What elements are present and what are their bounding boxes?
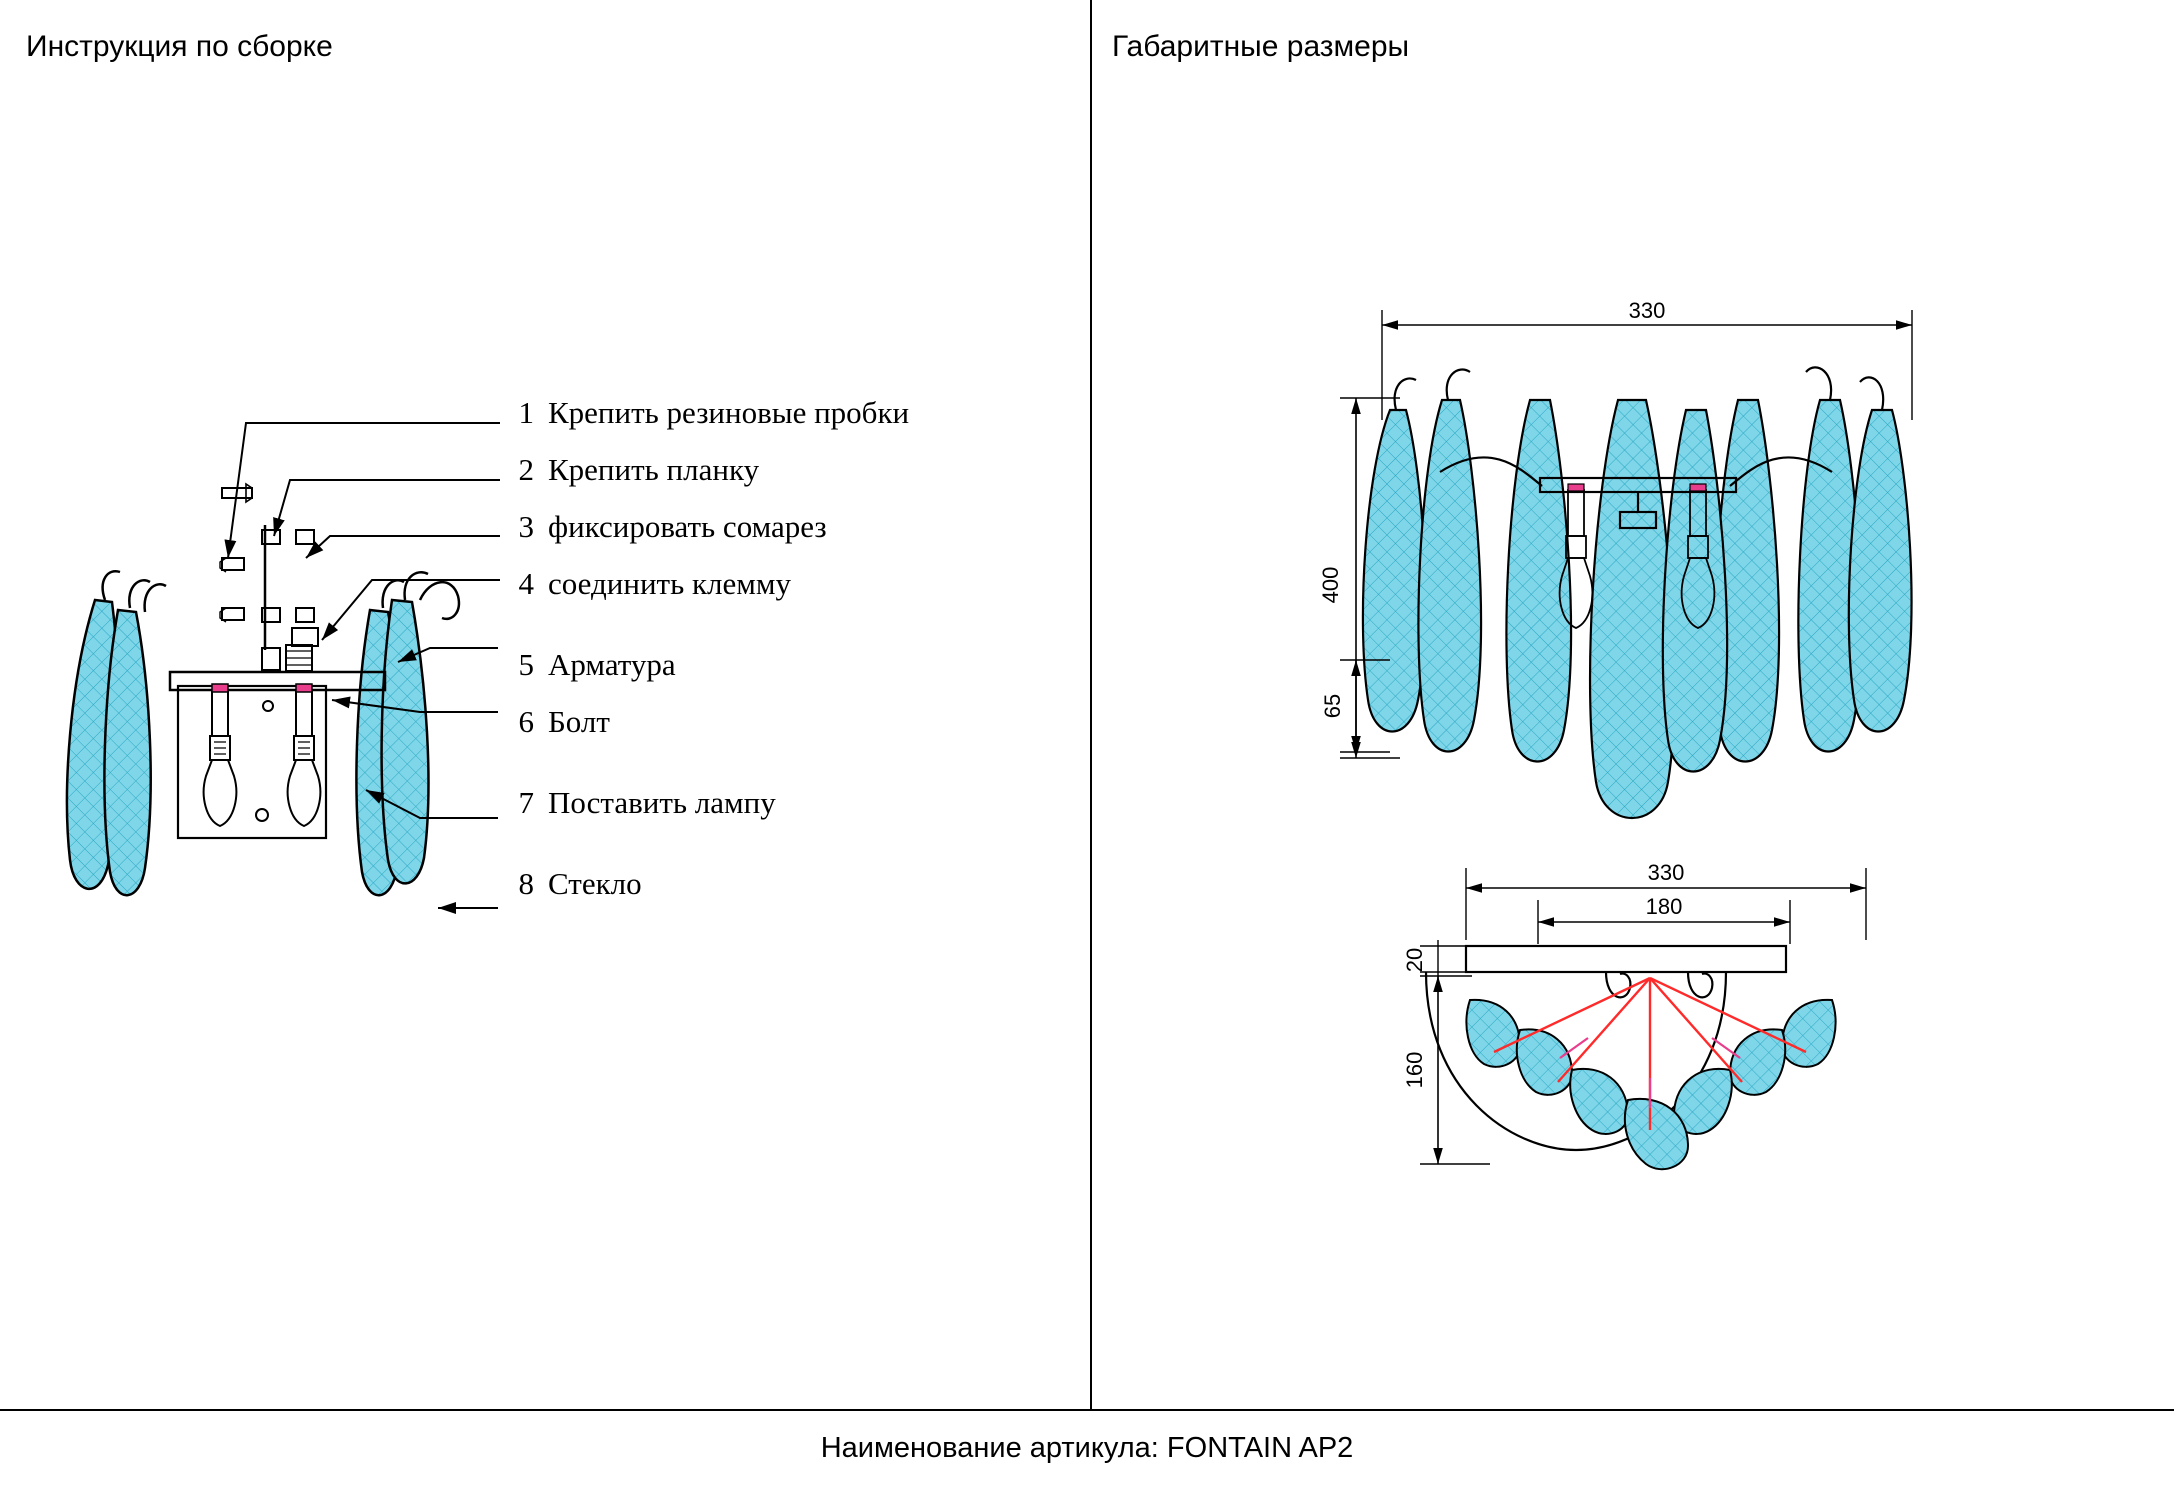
legend-item xyxy=(500,785,1020,842)
legend-number: 5 xyxy=(518,647,534,682)
front-view xyxy=(1318,298,1912,818)
dim-top-width: 330 xyxy=(1647,860,1685,885)
dim-front-height: 400 xyxy=(1318,566,1343,604)
legend-label: фиксировать сомарез xyxy=(548,509,827,544)
legend-label: Арматура xyxy=(548,647,676,682)
legend-label: Болт xyxy=(548,704,610,739)
lamp-left xyxy=(204,684,237,826)
assembly-legend xyxy=(500,395,1020,923)
legend-number: 7 xyxy=(518,785,534,820)
legend-item xyxy=(500,395,1020,452)
left-panel-title: Инструкция по сборке xyxy=(26,30,333,63)
legend-number: 4 xyxy=(518,566,534,601)
legend-label: Стекло xyxy=(548,866,642,901)
dim-front-width: 330 xyxy=(1628,298,1666,323)
footer-divider-horizontal xyxy=(0,1409,2174,1411)
dim-top-inner-width: 180 xyxy=(1645,894,1683,919)
legend-number: 1 xyxy=(518,395,534,430)
article-name-footer: Наименование артикула: FONTAIN AP2 xyxy=(820,1432,1354,1464)
dim-top-depth: 160 xyxy=(1402,1051,1427,1089)
lamp-right xyxy=(288,684,321,826)
legend-label: Крепить резиновые пробки xyxy=(548,395,910,430)
fixture-body xyxy=(170,672,385,838)
legend-label: соединить клемму xyxy=(548,566,791,601)
legend-item xyxy=(500,509,1020,566)
legend-number: 3 xyxy=(518,509,534,544)
legend-item xyxy=(500,647,1020,704)
legend-item xyxy=(500,452,1020,509)
legend-item xyxy=(500,866,1020,923)
dimension-drawings xyxy=(1090,0,2174,1400)
glass-petal-group-right xyxy=(356,572,458,895)
legend-label: Крепить планку xyxy=(548,452,760,487)
legend-number: 8 xyxy=(518,866,534,901)
legend-item xyxy=(500,704,1020,761)
right-panel-title: Габаритные размеры xyxy=(1112,30,1410,63)
dim-front-bracket: 65 xyxy=(1320,693,1345,719)
legend-label: Поставить лампу xyxy=(548,785,776,820)
top-view xyxy=(1402,860,1866,1169)
glass-petal-group-left xyxy=(67,571,166,895)
legend-number: 6 xyxy=(518,704,534,739)
legend-number: 2 xyxy=(518,452,534,487)
legend-item xyxy=(500,566,1020,623)
dim-top-thickness: 20 xyxy=(1402,947,1427,973)
